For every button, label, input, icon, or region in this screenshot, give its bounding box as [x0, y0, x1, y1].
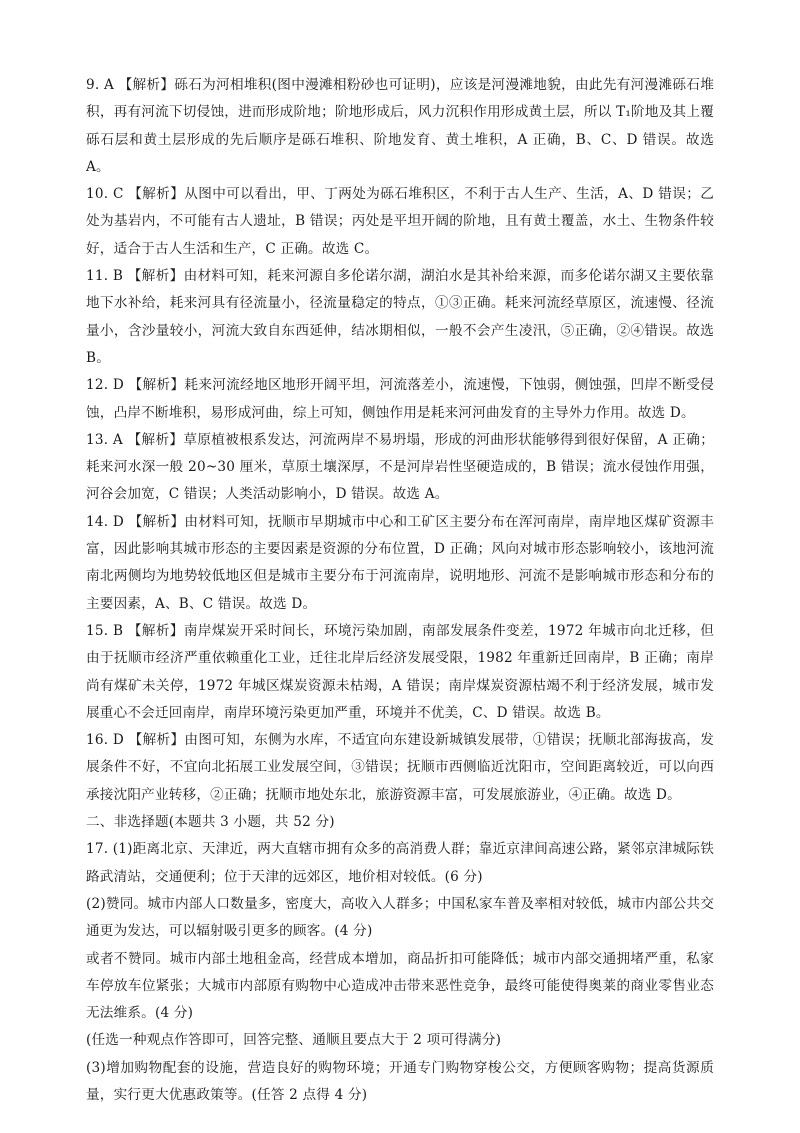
answer-17-part-2-agree: (2)赞同。城市内部人口数量多，密度大，高收入人群多；中国私家车普及率相对较低，城市内部公共交通更为发达，可以辐射吸引更多的顾客。(4 分)	[86, 895, 714, 940]
answer-17-part-3: (3)增加购物配套的设施，营造良好的购物环境；开通专门购物穿梭公交，方便顾客购物；提高货源质量，实行更大优惠政策等。(任答 2 点得 4 分)	[86, 1059, 714, 1103]
answer-17-part-1: 17. (1)距离北京、天津近，两大直辖市拥有众多的高消费人群；靠近京津间高速公路，紧邻京津城际铁路武清站，交通便利；位于天津的远郊区，地价相对较低。(6 分)	[86, 841, 714, 885]
answer-11: 11. B 【解析】由材料可知，耗来河源自多伦诺尔湖，湖泊水是其补给来源，而多伦诺尔湖又主要依靠地下水补给，耗来河具有径流量小，径流量稳定的特点，①③正确。耗来河流经草原区，流速慢、径流量小，含沙量较小，河流大致自东西延伸，结冰期相似，一般不会产生凌汛，⑤正确，②④错误。故选 B。	[86, 268, 714, 366]
answer-14: 14. D 【解析】由材料可知，抚顺市早期城市中心和工矿区主要分布在浑河南岸，南岸地区煤矿资源丰富，因此影响其城市形态的主要因素是资源的分布位置，D 正确；风向对城市形态影响较小，该地河流南北两侧均为地势较低地区但是城市主要分布于河流南岸，说明地形、河流不是影响城市形态和分布的主要因素，A、B、C 错误。故选 D。	[86, 513, 714, 612]
section-heading-non-choice: 二、非选择题(本题共 3 小题，共 52 分)	[86, 814, 335, 831]
answer-17-grading-note: (任选一种观点作答即可，回答完整、通顺且要点大于 2 项可得满分)	[86, 1032, 502, 1049]
answer-10: 10. C 【解析】从图中可以看出，甲、丁两处为砾石堆积区，不利于古人生产、生活，A、D 错误；乙处为基岩内，不可能有古人遗址，B 错误；丙处是平坦开阔的阶地，且有黄土覆盖，水土、生物条件较好，适合于古人生活和生产，C 正确。故选 C。	[86, 186, 714, 257]
answer-17-part-2-disagree: 或者不赞同。城市内部土地租金高，经营成本增加，商品折扣可能降低；城市内部交通拥堵严重，私家车停放车位紧张；大城市内部原有购物中心造成冲击带来恶性竞争，最终可能使得奥莱的商业零售业态无法维系。(4 分)	[86, 950, 714, 1022]
answer-16: 16. D 【解析】由图可知，东侧为水库，不适宜向东建设新城镇发展带，①错误；抚顺北部海拔高，发展条件不好，不宜向北拓展工业发展空间，③错误；抚顺市西侧临近沈阳市，空间距离较近，可以向西承接沈阳产业转移，②正确；抚顺市地处东北，旅游资源丰富，可发展旅游业，④正确。故选 D。	[86, 732, 714, 803]
answer-12: 12. D 【解析】耗来河流经地区地形开阔平坦，河流落差小，流速慢，下蚀弱，侧蚀强，凹岸不断受侵蚀，凸岸不断堆积，易形成河曲，综上可知，侧蚀作用是耗来河河曲发育的主导外力作用。故选 D。	[86, 377, 714, 421]
answer-13: 13. A 【解析】草原植被根系发达，河流两岸不易坍塌，形成的河曲形状能够得到很好保留，A 正确；耗来河水深一般 20~30 厘米，草原土壤深厚，不是河岸岩性坚硬造成的，B 错误；流水侵蚀作用强，河谷会加宽，C 错误；人类活动影响小，D 错误。故选 A。	[86, 431, 714, 503]
answer-9: 9. A 【解析】砾石为河相堆积(图中漫滩相粉砂也可证明)，应该是河漫滩地貌，由此先有河漫滩砾石堆积，再有河流下切侵蚀，进而形成阶地；阶地形成后，风力沉积作用形成黄土层，所以 T₁阶地及其上覆砾石层和黄土层形成的先后顺序是砾石堆积、阶地发育、黄土堆积，A 正确，B、C、D 错误。故选 A。	[86, 77, 714, 175]
answer-15: 15. B 【解析】南岸煤炭开采时间长，环境污染加剧，南部发展条件变差，1972 年城市向北迁移，但由于抚顺市经济严重依赖重化工业，迁往北岸后经济发展受限，1982 年重新迁回南岸，B 正确；南岸尚有煤矿未关停，1972 年城区煤炭资源未枯竭，A 错误；南岸煤炭资源枯竭不利于经济发展，城市发展重心不会迁回南岸，南岸环境污染更加严重，环境并不优美，C、D 错误。故选 B。	[86, 622, 714, 721]
